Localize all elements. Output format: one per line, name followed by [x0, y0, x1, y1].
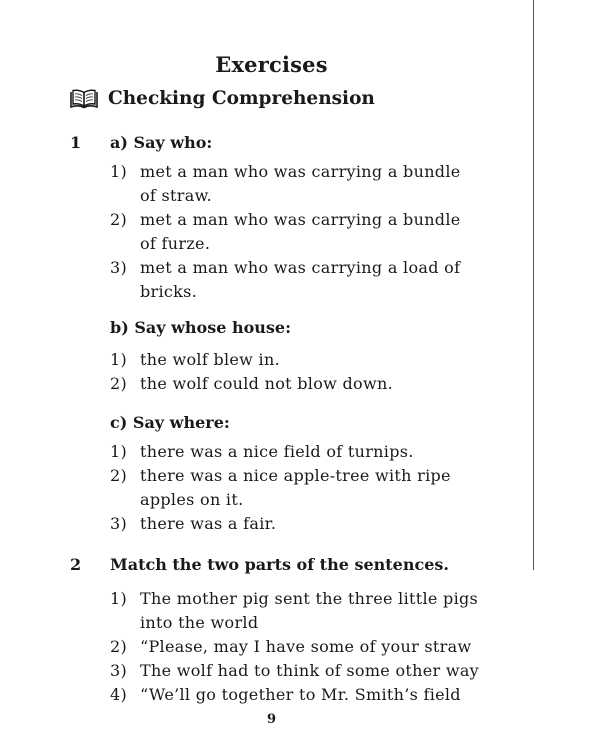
- exercise-1b-list: [110, 348, 480, 396]
- exercise-1a-list: [110, 160, 480, 304]
- page-edge-line: [533, 0, 534, 570]
- list-item: 4) “We’ll go together to Mr. Smith’s field: [110, 685, 461, 704]
- exercise-1c-prompt: c) Say where:: [110, 413, 230, 432]
- list-item: 3) there was a fair.: [110, 514, 277, 533]
- section-heading-label: Checking Comprehension: [108, 88, 375, 109]
- list-item: 2) “Please, may I have some of your straw: [110, 637, 472, 656]
- exercise-1a-prompt: a) Say who:: [110, 133, 213, 152]
- page-title: Exercises: [215, 52, 328, 77]
- exercise-1b-prompt: b) Say whose house:: [110, 318, 291, 337]
- list-item: 2) met a man who was carrying a bundle of furze.: [110, 210, 461, 253]
- list-item: 1) the wolf blew in.: [110, 350, 280, 369]
- exercise-2-list: [110, 587, 500, 707]
- list-item: 1) met a man who was carrying a bundle of straw.: [110, 162, 461, 205]
- list-item: 1) there was a nice field of turnips.: [110, 442, 414, 461]
- list-item: 2) the wolf could not blow down.: [110, 374, 393, 393]
- exercise-2-number: 2: [70, 555, 82, 574]
- exercise-1-number: 1: [70, 133, 82, 152]
- page-number: 9: [266, 712, 277, 727]
- list-item: 1) The mother pig sent the three little pigs into the world: [110, 589, 479, 632]
- open-book-icon: [70, 89, 98, 109]
- exercise-1c-list: [110, 440, 480, 536]
- list-item: 2) there was a nice apple-tree with ripe apples on it.: [110, 466, 451, 509]
- list-item: 3) The wolf had to think of some other way: [110, 661, 479, 680]
- section-heading: [70, 88, 375, 109]
- exercise-2-instruction: Match the two parts of the sentences.: [110, 555, 449, 574]
- list-item: 3) met a man who was carrying a load of bricks.: [110, 258, 461, 301]
